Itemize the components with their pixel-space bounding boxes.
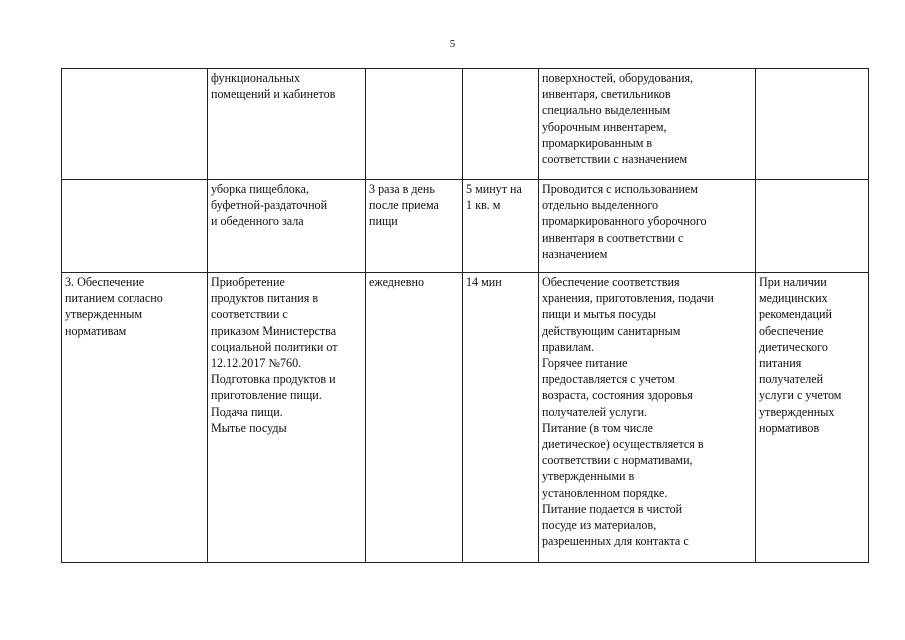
- service-description-cell: Приобретение продуктов питания в соответствии с приказом Министерства социальной политики от 12.12.2017 №760. Подготовка продуктов и приготовление пищи. Подача пищи. Мытье посуды: [208, 273, 366, 563]
- table-row: [62, 69, 869, 180]
- time-norm-cell: 14 мин: [463, 273, 539, 563]
- time-norm-cell: [463, 69, 539, 180]
- service-name-cell: [62, 69, 208, 180]
- service-name-cell: 3. Обеспечение питанием согласно утвержденным нормативам: [62, 273, 208, 563]
- table-row: [62, 180, 869, 273]
- service-description-cell: функциональных помещений и кабинетов: [208, 69, 366, 180]
- frequency-cell: [366, 69, 463, 180]
- conditions-cell: [756, 180, 869, 273]
- table-row: [62, 273, 869, 563]
- page-number: 5: [449, 38, 456, 50]
- time-norm-cell: 5 минут на 1 кв. м: [463, 180, 539, 273]
- services-table: [61, 68, 869, 563]
- service-description-cell: уборка пищеблока, буфетной-раздаточной и обеденного зала: [208, 180, 366, 273]
- quality-indicators-cell: Проводится с использованием отдельно выделенного промаркированного уборочного инвентаря в соответствии с назначением: [539, 180, 756, 273]
- conditions-cell: При наличии медицинских рекомендаций обеспечение диетического питания получателей услуги с учетом утвержденных нормативов: [756, 273, 869, 563]
- quality-indicators-cell: поверхностей, оборудования, инвентаря, светильников специально выделенным уборочным инвентарем, промаркированным в соответствии с назначением: [539, 69, 756, 180]
- quality-indicators-cell: Обеспечение соответствия хранения, приготовления, подачи пищи и мытья посуды действующим санитарным правилам. Горячее питание предоставляется с учетом возраста, состояния здоровья получателей услуги. Питание (в том числе диетическое) осуществляется в соответствии с нормативами, утвержденными в установленном порядке. Питание подается в чистой посуде из материалов, разрешенных для контакта с: [539, 273, 756, 563]
- service-name-cell: [62, 180, 208, 273]
- frequency-cell: 3 раза в день после приема пищи: [366, 180, 463, 273]
- frequency-cell: ежедневно: [366, 273, 463, 563]
- conditions-cell: [756, 69, 869, 180]
